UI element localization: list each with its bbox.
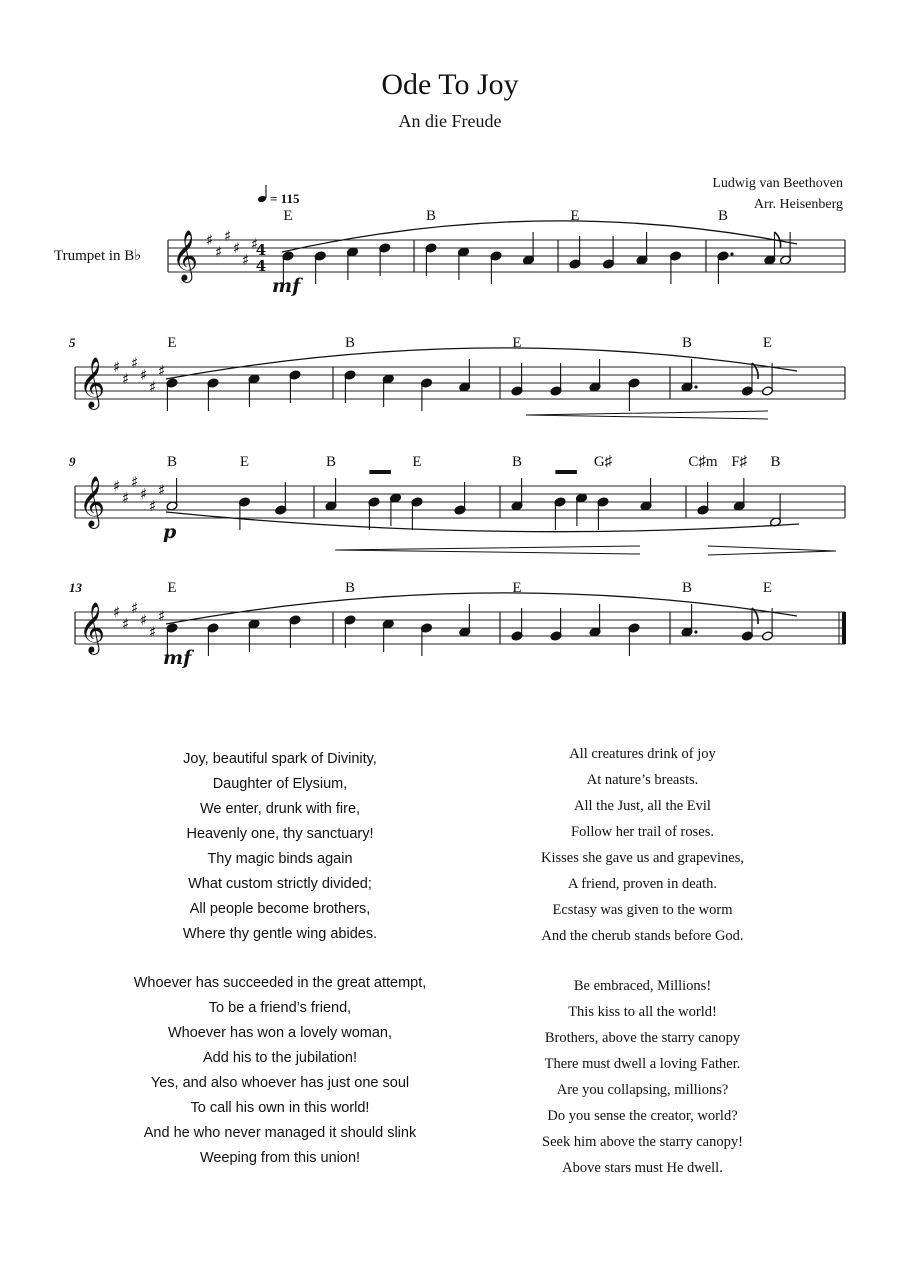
- slur: [166, 348, 797, 379]
- lyric-line: And he who never managed it should slink: [143, 1125, 417, 1141]
- lyric-line: All creatures drink of joy: [569, 746, 716, 762]
- lyrics-left-column: [100, 747, 460, 1171]
- lyric-line: Seek him above the starry canopy!: [542, 1134, 743, 1150]
- lyrics-stanza: [470, 741, 815, 949]
- chord-symbol: E: [412, 454, 422, 470]
- chord-symbol: B: [325, 454, 337, 470]
- lyric-line: This kiss to all the world!: [568, 1004, 717, 1020]
- chord-symbol: E: [762, 335, 773, 351]
- lyrics-stanza: [100, 971, 460, 1171]
- sharp-icon: ♯: [122, 615, 130, 633]
- chord-symbol: E: [512, 580, 522, 596]
- lyric-line: We enter, drunk with fire,: [199, 801, 361, 817]
- time-signature-bottom: 4: [255, 257, 267, 275]
- score-subtitle: An die Freude: [398, 111, 502, 131]
- sharp-icon: ♯: [149, 497, 157, 515]
- chord-symbol: E: [167, 335, 177, 351]
- treble-clef-icon: 𝄞: [79, 476, 106, 527]
- sharp-icon: ♯: [158, 607, 166, 625]
- final-barline-thick: [842, 612, 846, 644]
- sharp-icon: ♯: [122, 370, 130, 388]
- chord-symbol: C♯m: [688, 454, 718, 470]
- lyric-line: Follow her trail of roses.: [571, 824, 714, 840]
- sharp-icon: ♯: [158, 481, 166, 499]
- dot: [694, 385, 697, 388]
- chord-symbol: B: [511, 454, 523, 470]
- chord-symbol: B: [166, 454, 178, 470]
- sharp-icon: ♯: [215, 243, 223, 261]
- dynamic-marking: p: [163, 521, 177, 543]
- lyric-line: To be a friend’s friend,: [208, 1000, 352, 1016]
- lyric-line: Above stars must He dwell.: [562, 1160, 723, 1176]
- lyric-line: Kisses she gave us and grapevines,: [541, 850, 744, 866]
- treble-clef-icon: 𝄞: [79, 357, 106, 408]
- treble-clef-icon: 𝄞: [79, 602, 106, 653]
- dynamic-marking: mf: [163, 647, 192, 669]
- lyric-line: All the Just, all the Evil: [574, 798, 711, 814]
- lyric-line: Yes, and also whoever has just one soul: [150, 1075, 410, 1091]
- lyric-line: There must dwell a loving Father.: [544, 1056, 741, 1072]
- chord-symbol: B: [681, 580, 693, 596]
- lyric-line: Ecstasy was given to the worm: [552, 902, 733, 918]
- chord-symbol: E: [512, 335, 522, 351]
- lyrics-stanza: [100, 747, 460, 947]
- chord-symbol: E: [239, 454, 250, 470]
- sharp-icon: ♯: [131, 473, 139, 491]
- time-signature-top: 4: [255, 241, 267, 259]
- sharp-icon: ♯: [158, 362, 166, 380]
- lyric-line: Daughter of Elysium,: [212, 776, 348, 792]
- score-title: Ode To Joy: [381, 68, 519, 101]
- treble-clef-icon: 𝄞: [172, 230, 199, 281]
- sharp-icon: ♯: [251, 235, 259, 253]
- chord-symbol: B: [770, 454, 781, 470]
- chord-symbol: B: [425, 208, 437, 224]
- sharp-icon: ♯: [140, 366, 148, 384]
- tempo-marking: = 115: [270, 191, 300, 206]
- chord-symbol: B: [344, 335, 356, 351]
- lyric-line: At nature’s breasts.: [586, 772, 699, 788]
- lyric-line: Be embraced, Millions!: [573, 978, 712, 994]
- sharp-icon: ♯: [224, 227, 232, 245]
- lyric-line: Joy, beautiful spark of Divinity,: [183, 751, 377, 767]
- sharp-icon: ♯: [131, 354, 139, 372]
- lyric-line: Weeping from this union!: [199, 1150, 361, 1166]
- arranger-name: Arr. Heisenberg: [753, 197, 843, 212]
- chord-symbol: E: [570, 208, 580, 224]
- lyric-line: Do you sense the creator, world?: [547, 1108, 738, 1124]
- lyric-line: Are you collapsing, millions?: [556, 1082, 729, 1098]
- lyrics-right-column: [470, 741, 815, 1181]
- lyric-line: Brothers, above the starry canopy: [544, 1030, 741, 1046]
- sharp-icon: ♯: [242, 251, 250, 269]
- lyric-line: To call his own in this world!: [190, 1100, 370, 1116]
- lyric-line: Add his to the jubilation!: [203, 1050, 357, 1066]
- slur: [166, 512, 799, 532]
- chord-symbol: E: [762, 580, 773, 596]
- dynamic-marking: mf: [272, 275, 301, 297]
- dot: [694, 630, 697, 633]
- sharp-icon: ♯: [113, 358, 121, 376]
- lyric-line: Where thy gentle wing abides.: [182, 926, 378, 942]
- lyric-line: Heavenly one, thy sanctuary!: [186, 826, 374, 842]
- lyric-line: What custom strictly divided;: [188, 876, 372, 892]
- sharp-icon: ♯: [140, 611, 148, 629]
- lyric-line: And the cherub stands before God.: [541, 928, 744, 944]
- lyrics-stanza: [470, 973, 815, 1181]
- sharp-icon: ♯: [131, 599, 139, 617]
- sharp-icon: ♯: [233, 239, 241, 257]
- chord-symbol: B: [681, 335, 693, 351]
- sharp-icon: ♯: [140, 485, 148, 503]
- chord-symbol: B: [344, 580, 356, 596]
- sharp-icon: ♯: [206, 231, 214, 249]
- measure-number: 5: [69, 335, 76, 350]
- chord-symbol: E: [167, 580, 177, 596]
- decrescendo-hairpin: [708, 546, 836, 555]
- slur: [166, 593, 797, 624]
- sharp-icon: ♯: [149, 623, 157, 641]
- sharp-icon: ♯: [122, 489, 130, 507]
- sharp-icon: ♯: [113, 477, 121, 495]
- sharp-icon: ♯: [113, 603, 121, 621]
- dot: [730, 252, 733, 255]
- measure-number: 13: [69, 580, 82, 595]
- chord-symbol: B: [717, 208, 729, 224]
- lyric-line: A friend, proven in death.: [568, 876, 717, 892]
- lyric-line: Thy magic binds again: [207, 851, 353, 867]
- crescendo-hairpin: [335, 546, 640, 554]
- beam: [369, 470, 391, 474]
- lyric-line: Whoever has succeeded in the great attempt,: [133, 975, 427, 991]
- instrument-name: Trumpet in B♭: [54, 248, 142, 264]
- lyric-line: All people become brothers,: [189, 901, 371, 917]
- measure-number: 9: [69, 454, 76, 469]
- composer-name: Ludwig van Beethoven: [712, 176, 843, 191]
- chord-symbol: F♯: [731, 454, 748, 470]
- beam: [555, 470, 577, 474]
- lyric-line: Whoever has won a lovely woman,: [167, 1025, 393, 1041]
- chord-symbol: G♯: [593, 454, 613, 470]
- chord-symbol: E: [283, 208, 293, 224]
- hairpin: [526, 411, 768, 419]
- sharp-icon: ♯: [149, 378, 157, 396]
- slur: [282, 221, 797, 252]
